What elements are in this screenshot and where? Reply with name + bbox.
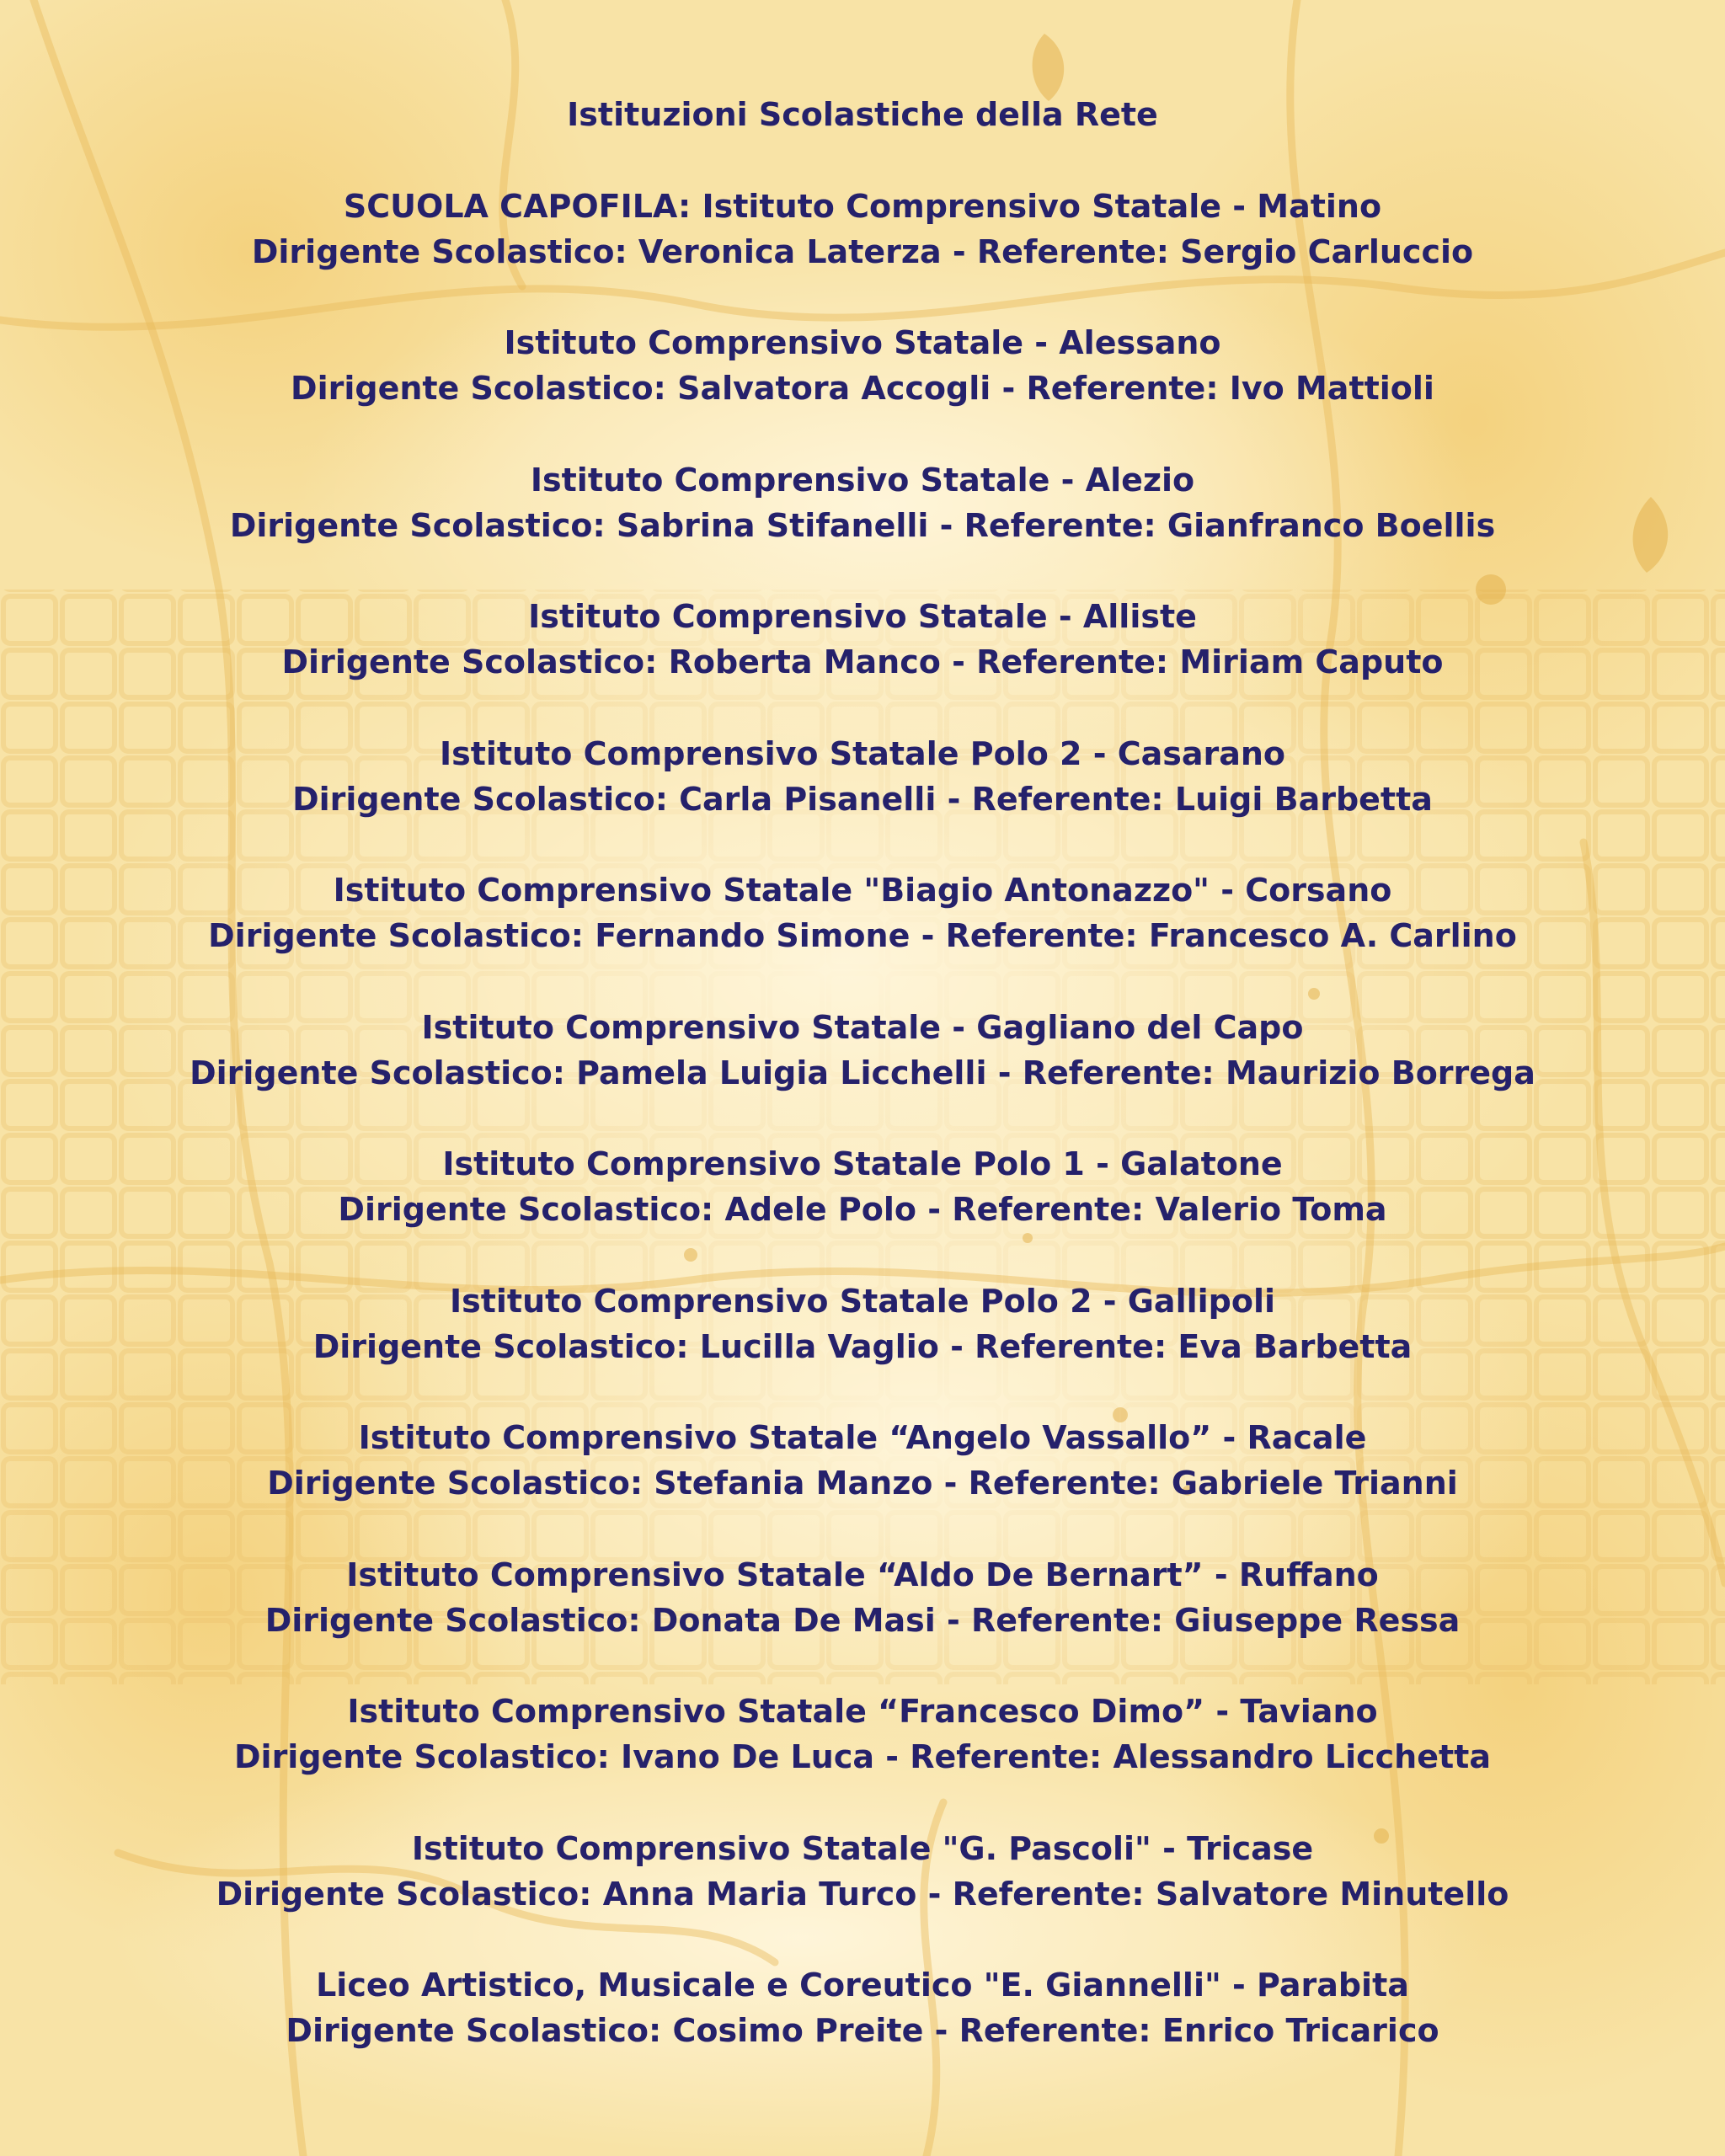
school-staff: Dirigente Scolastico: Cosimo Preite - Referente: Enrico Tricarico	[286, 2012, 1439, 2049]
school-name: Istituto Comprensivo Statale - Gagliano del Capo	[421, 1009, 1304, 1046]
school-entry	[0, 731, 1725, 822]
school-staff: Dirigente Scolastico: Salvatora Accogli - Referente: Ivo Mattioli	[291, 370, 1434, 407]
school-staff: Dirigente Scolastico: Ivano De Luca - Referente: Alessandro Licchetta	[234, 1738, 1491, 1775]
school-entry	[0, 320, 1725, 411]
school-name: SCUOLA CAPOFILA: Istituto Comprensivo Statale - Matino	[343, 188, 1382, 225]
school-name: Istituto Comprensivo Statale - Alliste	[528, 598, 1197, 635]
school-name: Liceo Artistico, Musicale e Coreutico "E. Giannelli" - Parabita	[316, 1967, 1409, 2004]
school-entry	[0, 1278, 1725, 1369]
school-staff: Dirigente Scolastico: Donata De Masi - Referente: Giuseppe Ressa	[264, 1602, 1461, 1639]
school-name: Istituto Comprensivo Statale “Francesco Dimo” - Taviano	[347, 1693, 1378, 1730]
school-entry	[0, 1141, 1725, 1232]
school-name: Istituto Comprensivo Statale “Angelo Vassallo” - Racale	[358, 1419, 1367, 1456]
school-name: Istituto Comprensivo Statale "G. Pascoli" - Tricase	[411, 1830, 1314, 1867]
school-staff: Dirigente Scolastico: Anna Maria Turco - Referente: Salvatore Minutello	[216, 1876, 1509, 1913]
school-staff: Dirigente Scolastico: Adele Polo - Referente: Valerio Toma	[338, 1191, 1387, 1228]
school-staff: Dirigente Scolastico: Stefania Manzo - Referente: Gabriele Trianni	[267, 1465, 1458, 1502]
school-name: Istituto Comprensivo Statale Polo 2 - Casarano	[439, 735, 1286, 772]
school-entry	[0, 594, 1725, 685]
school-name: Istituto Comprensivo Statale “Aldo De Bernart” - Ruffano	[346, 1556, 1379, 1593]
school-staff: Dirigente Scolastico: Lucilla Vaglio - Referente: Eva Barbetta	[312, 1328, 1413, 1365]
school-staff: Dirigente Scolastico: Carla Pisanelli - Referente: Luigi Barbetta	[292, 781, 1433, 818]
school-entry	[0, 1962, 1725, 2053]
school-entry	[0, 1552, 1725, 1643]
school-staff: Dirigente Scolastico: Pamela Luigia Licchelli - Referente: Maurizio Borrega	[190, 1054, 1535, 1091]
school-entry	[0, 1826, 1725, 1917]
school-staff: Dirigente Scolastico: Roberta Manco - Referente: Miriam Caputo	[281, 643, 1444, 680]
school-entry	[0, 1005, 1725, 1096]
school-staff: Dirigente Scolastico: Sabrina Stifanelli - Referente: Gianfranco Boellis	[229, 507, 1496, 544]
school-entry	[0, 457, 1725, 548]
school-staff: Dirigente Scolastico: Veronica Laterza - Referente: Sergio Carluccio	[251, 233, 1474, 270]
school-staff: Dirigente Scolastico: Fernando Simone - Referente: Francesco A. Carlino	[208, 917, 1517, 954]
school-name: Istituto Comprensivo Statale - Alessano	[504, 324, 1221, 361]
school-name: Istituto Comprensivo Statale Polo 2 - Gallipoli	[449, 1283, 1276, 1320]
school-entry	[0, 1415, 1725, 1506]
school-name: Istituto Comprensivo Statale - Alezio	[530, 462, 1195, 499]
school-name: Istituto Comprensivo Statale Polo 1 - Galatone	[442, 1145, 1283, 1182]
school-entry	[0, 867, 1725, 958]
school-entry	[0, 184, 1725, 275]
school-name: Istituto Comprensivo Statale "Biagio Antonazzo" - Corsano	[333, 872, 1392, 909]
school-entry	[0, 1689, 1725, 1780]
page-title: Istituzioni Scolastiche della Rete	[567, 96, 1158, 133]
